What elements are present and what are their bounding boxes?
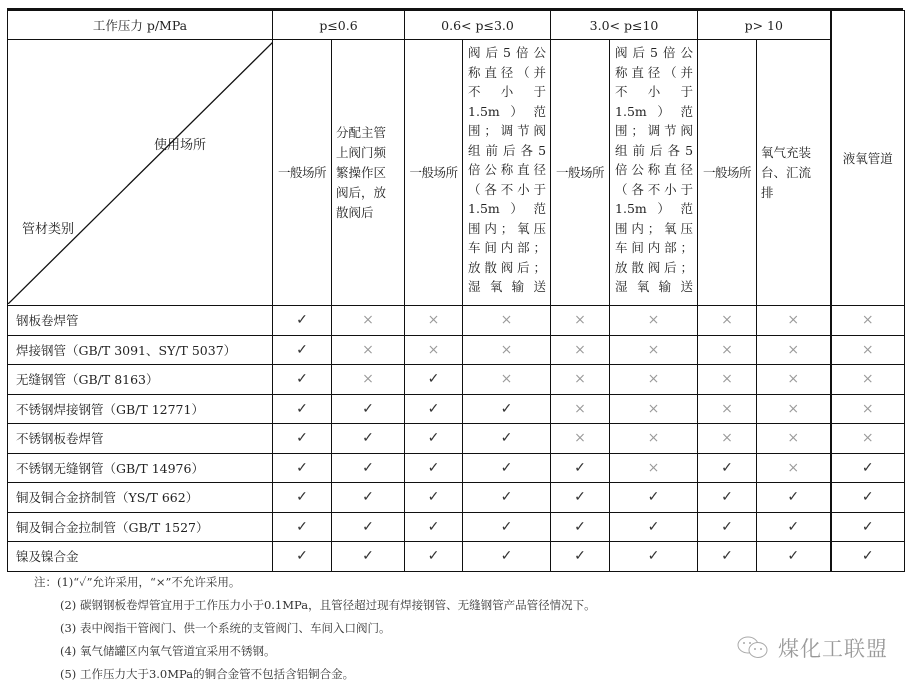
check-icon: ✓ bbox=[551, 512, 610, 542]
location-line: 上阀门频 bbox=[336, 144, 387, 160]
cross-icon: × bbox=[831, 365, 905, 395]
range-cell bbox=[551, 11, 698, 40]
cross-icon: × bbox=[332, 365, 405, 395]
location-row bbox=[8, 40, 905, 306]
table-row bbox=[8, 512, 905, 542]
check-icon: ✓ bbox=[405, 424, 463, 454]
note-5: (5) 工作压力大于3.0MPa的铜合金管不包括含铝铜合金。 bbox=[60, 667, 355, 681]
location-line: 阀后5倍公 bbox=[468, 45, 547, 60]
check-icon: ✓ bbox=[332, 424, 405, 454]
location-line: 台、汇流 bbox=[761, 164, 812, 180]
location-general bbox=[273, 40, 332, 306]
location-line: 放散阀后； bbox=[468, 259, 547, 275]
table-row bbox=[8, 306, 905, 336]
note-2: (2) 碳钢钢板卷焊管宜用于工作压力小于0.1MPa，且管径超过现有焊接钢管、无缝钢管产品管径情况下。 bbox=[60, 598, 596, 612]
location-line: 围；调节阀 bbox=[468, 123, 547, 138]
check-icon: ✓ bbox=[610, 542, 698, 572]
cross-icon: × bbox=[698, 424, 757, 454]
check-icon: ✓ bbox=[273, 542, 332, 572]
check-icon: ✓ bbox=[551, 542, 610, 572]
cross-icon: × bbox=[831, 335, 905, 365]
location-line: 分配主管 bbox=[336, 124, 387, 140]
cross-icon: × bbox=[463, 335, 551, 365]
location-line: 称直径（并 bbox=[615, 64, 694, 80]
table-body bbox=[8, 306, 905, 572]
location-line: 倍公称直径 bbox=[468, 162, 547, 177]
check-icon: ✓ bbox=[831, 542, 905, 572]
pipe-material-table bbox=[7, 10, 905, 572]
location-line: 湿氧输送 bbox=[468, 279, 547, 294]
location-line: （各不小于 bbox=[615, 181, 694, 197]
cross-icon: × bbox=[551, 306, 610, 336]
check-icon: ✓ bbox=[698, 453, 757, 483]
table-row bbox=[8, 365, 905, 395]
note-1: 注：(1)“✓”允许采用，“×”不允许采用。 bbox=[34, 575, 241, 589]
location-line: 围内；氧压 bbox=[468, 220, 547, 236]
location-line: 不 小 于 bbox=[615, 84, 694, 99]
check-icon: ✓ bbox=[273, 335, 332, 365]
pipe-material-name: 钢板卷焊管 bbox=[8, 306, 273, 336]
location-line: 车间内部； bbox=[468, 240, 547, 255]
check-icon: ✓ bbox=[463, 512, 551, 542]
check-icon: ✓ bbox=[698, 542, 757, 572]
location-general bbox=[551, 40, 610, 306]
location-line: 组前后各5 bbox=[468, 142, 547, 158]
cross-icon: × bbox=[551, 424, 610, 454]
wechat-icon bbox=[736, 635, 772, 661]
cross-icon: × bbox=[610, 335, 698, 365]
pressure-label-cell bbox=[8, 11, 273, 40]
diagonal-header-cell bbox=[8, 40, 273, 306]
cross-icon: × bbox=[698, 306, 757, 336]
location-line: 围内；氧压 bbox=[615, 220, 694, 236]
range-label: 0.6< p≤3.0 bbox=[441, 17, 514, 33]
check-icon: ✓ bbox=[273, 306, 332, 336]
check-icon: ✓ bbox=[405, 453, 463, 483]
cross-icon: × bbox=[757, 365, 831, 395]
watermark-text: 煤化工联盟 bbox=[778, 637, 888, 661]
pipe-category-label: 管材类别 bbox=[22, 221, 75, 237]
cross-icon: × bbox=[698, 365, 757, 395]
location-label: 一般场所 bbox=[277, 164, 326, 180]
check-icon: ✓ bbox=[273, 424, 332, 454]
location-general bbox=[698, 40, 757, 306]
cross-icon: × bbox=[757, 335, 831, 365]
cross-icon: × bbox=[757, 306, 831, 336]
check-icon: ✓ bbox=[332, 512, 405, 542]
cross-icon: × bbox=[551, 365, 610, 395]
location-label: 一般场所 bbox=[556, 164, 605, 180]
diagonal-line bbox=[8, 42, 273, 304]
cross-icon: × bbox=[551, 394, 610, 424]
check-icon: ✓ bbox=[757, 512, 831, 542]
range-label: 3.0< p≤10 bbox=[589, 17, 659, 33]
notes-section bbox=[34, 571, 596, 686]
check-icon: ✓ bbox=[405, 365, 463, 395]
check-icon: ✓ bbox=[405, 483, 463, 513]
location-line: 车间内部； bbox=[615, 240, 694, 255]
range-label: p≤0.6 bbox=[319, 17, 358, 33]
table-row bbox=[8, 453, 905, 483]
location-line: 1.5m）范 bbox=[468, 201, 547, 216]
cross-icon: × bbox=[405, 306, 463, 336]
check-icon: ✓ bbox=[405, 542, 463, 572]
check-icon: ✓ bbox=[273, 512, 332, 542]
location-special bbox=[463, 40, 551, 306]
range-cell bbox=[273, 11, 405, 40]
location-special bbox=[757, 40, 831, 306]
location-label: 一般场所 bbox=[409, 164, 458, 180]
watermark bbox=[736, 633, 888, 663]
location-line: 阀后5倍公 bbox=[615, 45, 694, 60]
liquid-oxygen-cell bbox=[831, 11, 905, 306]
location-line: 倍公称直径 bbox=[615, 162, 694, 177]
check-icon: ✓ bbox=[273, 453, 332, 483]
note-4: (4) 氧气储罐区内氧气管道宜采用不锈钢。 bbox=[60, 644, 276, 658]
cross-icon: × bbox=[831, 306, 905, 336]
cross-icon: × bbox=[405, 335, 463, 365]
location-label: 一般场所 bbox=[703, 164, 752, 180]
check-icon: ✓ bbox=[332, 394, 405, 424]
location-line: 湿氧输送 bbox=[615, 279, 694, 294]
check-icon: ✓ bbox=[273, 365, 332, 395]
cross-icon: × bbox=[551, 335, 610, 365]
cross-icon: × bbox=[757, 394, 831, 424]
check-icon: ✓ bbox=[757, 542, 831, 572]
cross-icon: × bbox=[610, 365, 698, 395]
check-icon: ✓ bbox=[405, 512, 463, 542]
check-icon: ✓ bbox=[273, 394, 332, 424]
pipe-material-name: 不锈钢无缝钢管（GB/T 14976） bbox=[8, 453, 273, 483]
cross-icon: × bbox=[610, 424, 698, 454]
pipe-material-name: 铜及铜合金拉制管（GB/T 1527） bbox=[8, 512, 273, 542]
check-icon: ✓ bbox=[273, 483, 332, 513]
check-icon: ✓ bbox=[610, 512, 698, 542]
note-3: (3) 表中阀指干管阀门、供一个系统的支管阀门、车间入口阀门。 bbox=[60, 621, 391, 635]
cross-icon: × bbox=[698, 335, 757, 365]
check-icon: ✓ bbox=[332, 483, 405, 513]
pipe-material-name: 无缝钢管（GB/T 8163） bbox=[8, 365, 273, 395]
location-line: 氧气充装 bbox=[761, 144, 812, 160]
location-line: 放散阀后； bbox=[615, 259, 694, 275]
cross-icon: × bbox=[698, 394, 757, 424]
check-icon: ✓ bbox=[463, 483, 551, 513]
check-icon: ✓ bbox=[610, 483, 698, 513]
pipe-material-name: 镍及镍合金 bbox=[8, 542, 273, 572]
cross-icon: × bbox=[610, 306, 698, 336]
location-line: 1.5m）范 bbox=[615, 201, 694, 216]
table-row bbox=[8, 542, 905, 572]
check-icon: ✓ bbox=[405, 394, 463, 424]
check-icon: ✓ bbox=[831, 453, 905, 483]
check-icon: ✓ bbox=[757, 483, 831, 513]
check-icon: ✓ bbox=[463, 424, 551, 454]
range-cell bbox=[698, 11, 831, 40]
check-icon: ✓ bbox=[698, 483, 757, 513]
pipe-material-name: 焊接钢管（GB/T 3091、SY/T 5037） bbox=[8, 335, 273, 365]
pipe-material-name: 铜及铜合金挤制管（YS/T 662） bbox=[8, 483, 273, 513]
check-icon: ✓ bbox=[831, 483, 905, 513]
cross-icon: × bbox=[463, 365, 551, 395]
table-row bbox=[8, 335, 905, 365]
location-line: 排 bbox=[761, 184, 774, 200]
check-icon: ✓ bbox=[332, 542, 405, 572]
check-icon: ✓ bbox=[463, 394, 551, 424]
table-row bbox=[8, 394, 905, 424]
table-row bbox=[8, 424, 905, 454]
check-icon: ✓ bbox=[831, 512, 905, 542]
pipe-material-name: 不锈钢焊接钢管（GB/T 12771） bbox=[8, 394, 273, 424]
location-special bbox=[332, 40, 405, 306]
cross-icon: × bbox=[332, 306, 405, 336]
cross-icon: × bbox=[610, 453, 698, 483]
location-line: 1.5m）范 bbox=[468, 103, 547, 119]
location-line: 称直径（并 bbox=[468, 64, 547, 80]
check-icon: ✓ bbox=[551, 483, 610, 513]
cross-icon: × bbox=[332, 335, 405, 365]
table-row bbox=[8, 483, 905, 513]
liquid-oxygen-label: 液氧管道 bbox=[842, 151, 893, 166]
location-line: 组前后各5 bbox=[615, 142, 694, 158]
check-icon: ✓ bbox=[551, 453, 610, 483]
location-line: （各不小于 bbox=[468, 181, 547, 197]
header-row bbox=[8, 11, 905, 40]
cross-icon: × bbox=[463, 306, 551, 336]
location-line: 散阀后 bbox=[336, 204, 374, 220]
cross-icon: × bbox=[610, 394, 698, 424]
location-line: 1.5m）范 bbox=[615, 103, 694, 119]
check-icon: ✓ bbox=[698, 512, 757, 542]
pressure-label: 工作压力 p/MPa bbox=[92, 18, 188, 33]
check-icon: ✓ bbox=[463, 453, 551, 483]
pipe-material-name: 不锈钢板卷焊管 bbox=[8, 424, 273, 454]
location-line: 不 小 于 bbox=[468, 84, 547, 99]
location-line: 阀后，放 bbox=[336, 184, 387, 200]
range-label: p> 10 bbox=[744, 17, 783, 33]
location-general bbox=[405, 40, 463, 306]
range-cell bbox=[405, 11, 551, 40]
location-line: 繁操作区 bbox=[336, 164, 387, 180]
check-icon: ✓ bbox=[463, 542, 551, 572]
check-icon: ✓ bbox=[332, 453, 405, 483]
location-special bbox=[610, 40, 698, 306]
usage-location-label: 使用场所 bbox=[154, 137, 207, 153]
cross-icon: × bbox=[757, 424, 831, 454]
cross-icon: × bbox=[831, 424, 905, 454]
location-line: 围；调节阀 bbox=[615, 123, 694, 138]
cross-icon: × bbox=[757, 453, 831, 483]
cross-icon: × bbox=[831, 394, 905, 424]
